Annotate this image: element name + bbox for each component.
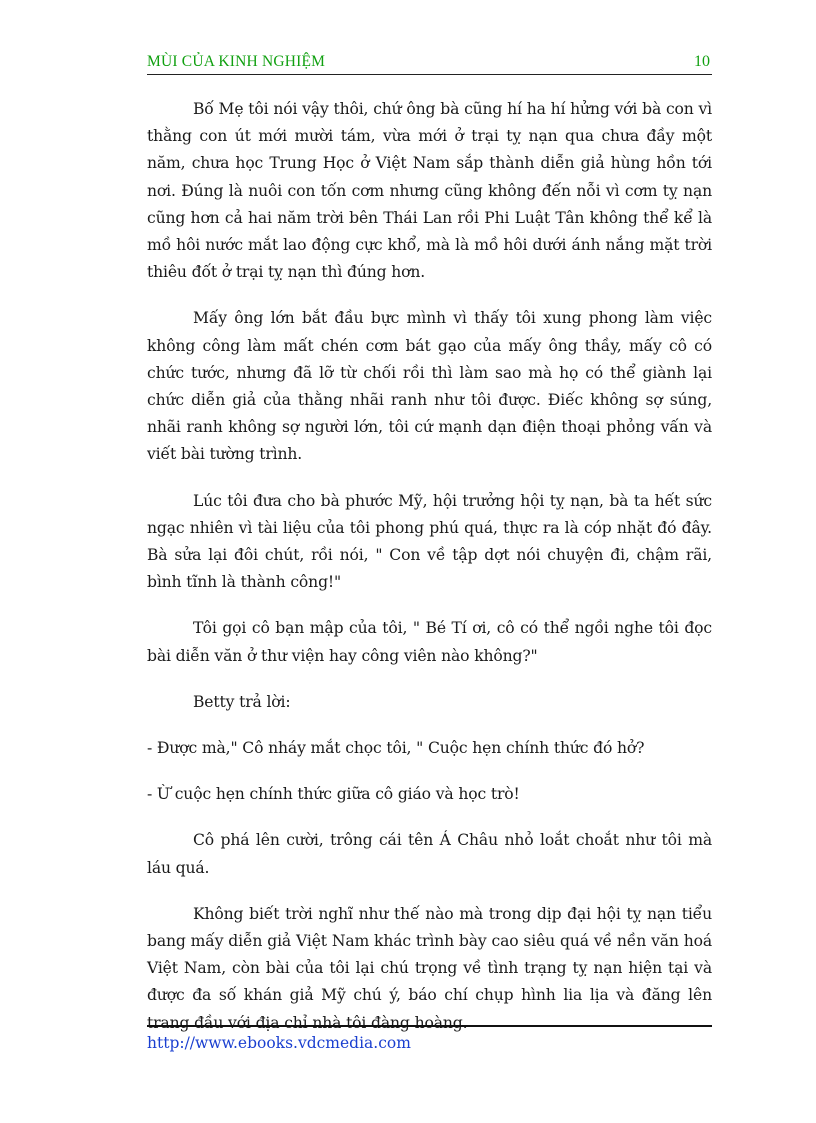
page-header: [147, 52, 712, 75]
paragraph: Betty trả lời:: [193, 692, 291, 711]
dialogue-line: - Được mà," Cô nháy mắt chọc tôi, " Cuộc hẹn chính thức đó hở?: [147, 739, 645, 758]
body-text: [147, 96, 712, 1056]
dialogue-line: - Ừ cuộc hẹn chính thức giữa cô giáo và học trò!: [147, 785, 520, 804]
book-title: MÙI CỦA KINH NGHIỆM: [147, 53, 326, 70]
paragraph: Mấy ông lớn bắt đầu bực mình vì thấy tôi xung phong làm việc không công làm mất chén cơm bát gạo của mấy ông thầy, mấy cô có chức tước, nhưng đã lỡ từ chối rồi thì làm sao mà họ có thể giành lại chức diễn giả của thằng nhãi ranh như tôi được. Điếc không sợ súng, nhãi ranh không sợ người lớn, tôi cứ mạnh dạn điện thoại phỏng vấn và viết bài tường trình.: [147, 309, 712, 464]
footer-rule: [147, 1025, 712, 1027]
paragraph: Không biết trời nghĩ như thế nào mà trong dịp đại hội tỵ nạn tiểu bang mấy diễn giả Việt Nam khác trình bày cao siêu quá về nền văn hoá Việt Nam, còn bài của tôi lại chú trọng về tình trạng tỵ nạn hiện tại và được đa số khán giả Mỹ chú ý, báo chí chụp hình lia lịa và đăng lên trang đầu với địa chỉ nhà tôi đàng hoàng.: [147, 904, 712, 1032]
page-number: 10: [694, 53, 710, 70]
paragraph: Bố Mẹ tôi nói vậy thôi, chứ ông bà cũng hí ha hí hửng với bà con vì thằng con út mới mười tám, vừa mới ở trại tỵ nạn qua chưa đầy một năm, chưa học Trung Học ở Việt Nam sắp thành diễn giả hùng hồn tới nơi. Đúng là nuôi con tốn cơm nhưng cũng không đến nỗi vì cơm tỵ nạn cũng hơn cả hai năm trời bên Thái Lan rồi Phi Luật Tân không thể kể là mồ hôi nước mắt lao động cực khổ, mà là mồ hôi dưới ánh nắng mặt trời thiêu đốt ở trại tỵ nạn thì đúng hơn.: [147, 100, 712, 282]
paragraph: Cô phá lên cười, trông cái tên Á Châu nhỏ loắt choắt như tôi mà láu quá.: [147, 831, 712, 877]
footer-link[interactable]: http://www.ebooks.vdcmedia.com: [147, 1034, 411, 1052]
paragraph: Tôi gọi cô bạn mập của tôi, " Bé Tí ơi, cô có thể ngồi nghe tôi đọc bài diễn văn ở thư viện hay công viên nào không?": [147, 619, 712, 665]
paragraph: Lúc tôi đưa cho bà phước Mỹ, hội trưởng hội tỵ nạn, bà ta hết sức ngạc nhiên vì tài liệu của tôi phong phú quá, thực ra là cóp nhặt đó đây. Bà sửa lại đôi chút, rồi nói, " Con về tập dợt nói chuyện đi, chậm rãi, bình tĩnh là thành công!": [147, 491, 712, 592]
